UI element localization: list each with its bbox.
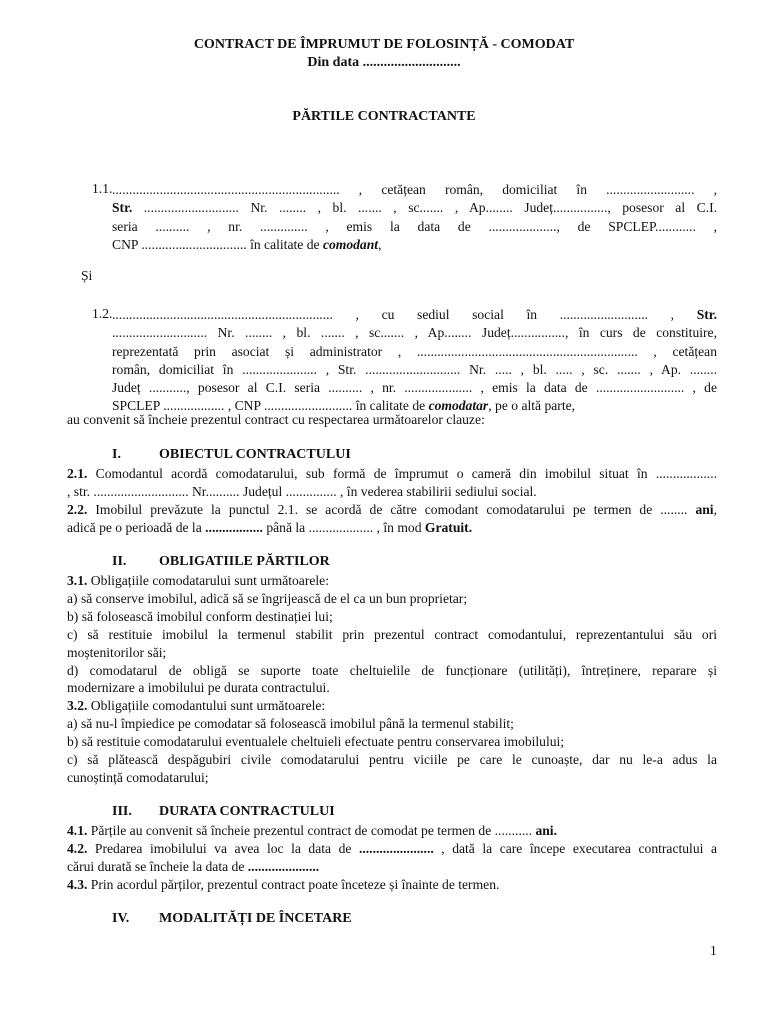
clause-3-2-a: a) să nu-l împiedice pe comodatar să folosească imobilul până la termenul stabilit; bbox=[67, 716, 514, 732]
party2-line4: român, domiciliat în ...................... , Str. ............................ Nr. ..... , bl. ..... , sc. ....... , Ap. ........ bbox=[112, 361, 717, 377]
party1-line1: ................................................................... , cetățean român, domiciliat în .......................... , bbox=[112, 182, 717, 197]
section1-number: I. bbox=[112, 447, 121, 462]
party1-line4: CNP ............................... în calitate de comodant, bbox=[112, 236, 382, 252]
clause-3-1-a: a) să conserve imobilul, adică să se îngrijească de el ca un bun proprietar; bbox=[67, 590, 468, 606]
clause-3-2-c-line2: cunoștință comodatarului; bbox=[67, 769, 209, 785]
section2-number: II. bbox=[112, 554, 127, 569]
party2-number: 1.2. bbox=[92, 306, 113, 321]
party2-line3: reprezentată prin asociat și administrator , ................................................................. , cetățean bbox=[112, 343, 717, 359]
section3-body bbox=[67, 822, 717, 894]
clause-3-2-b: b) să restituie comodatarului eventualele cheltuieli efectuate pentru conservarea imobilului; bbox=[67, 734, 565, 750]
party1-line2: Str. ............................ Nr. ........ , bl. ....... , sc....... , Ap........ Județ................, posesor al C.I. bbox=[112, 200, 717, 216]
clause-4-3: 4.3. Prin acordul părților, prezentul contract poate înceteze și înainte de termen. bbox=[67, 876, 500, 892]
party2-line1: ................................................................. , cu sediul social în .......................... , Str. bbox=[112, 307, 717, 322]
section3-title: DURATA CONTRACTULUI bbox=[159, 804, 335, 819]
clause-2-1-line2: , str. ............................ Nr.......... Județul ............... , în vederea stabilirii sediului social. bbox=[67, 483, 537, 499]
section1-title: OBIECTUL CONTRACTULUI bbox=[159, 447, 351, 462]
clause-3-1-d-line1: d) comodatarul de obligă se suporte toate cheltuielile de funcționare (utilități), întreținere, reparare și bbox=[67, 662, 717, 678]
role-comodatar: comodatar bbox=[428, 398, 489, 414]
clause-3-1-d-line2: modernizare a imobilului pe durata contractului. bbox=[67, 680, 330, 696]
clause-3-1-c-line2: moștenitorilor săi; bbox=[67, 644, 167, 660]
section4-number: IV. bbox=[112, 911, 130, 926]
party1-number: 1.1. bbox=[92, 181, 113, 196]
party1-line3: seria .......... , nr. .............. , emis la data de ...................., de SPCLEP............ , bbox=[112, 218, 717, 234]
contract-title: CONTRACT DE ÎMPRUMUT DE FOLOSINȚĂ - COMODAT bbox=[193, 37, 575, 52]
clause-3-1-b: b) să folosească imobilul conform destinației lui; bbox=[67, 608, 333, 624]
party2-line2: ............................ Nr. ........ , bl. ....... , sc....... , Ap........ Județ................, în curs de constituire, bbox=[112, 325, 717, 341]
section3-number: III. bbox=[112, 804, 132, 819]
clause-2-2-line2: adică pe o perioadă de la ................. până la ................... , în mod Gratuit. bbox=[67, 519, 473, 535]
page-number: 1 bbox=[710, 943, 717, 958]
clause-4-1: 4.1. Părțile au convenit să încheie prezentul contract de comodat pe termen de ........... ani. bbox=[67, 823, 557, 838]
clause-4-2-line2: cărui durată se încheie la data de ..................... bbox=[67, 858, 320, 874]
clause-3-2: 3.2. Obligațiile comodantului sunt următoarele: bbox=[67, 698, 326, 714]
party2-line6: SPCLEP .................. , CNP .......................... în calitate de comodatar, pe o altă parte, bbox=[112, 398, 576, 414]
clause-3-2-c-line1: c) să plătească despăgubiri civile comodatarului pentru viciile pe care le cunoaște, dar nu le-a adus la bbox=[67, 752, 717, 768]
clause-2-1-line1: 2.1. Comodantul acordă comodatarului, sub formă de împrumut o cameră din imobilul situat în .................. bbox=[67, 466, 717, 481]
party1-block bbox=[112, 181, 717, 254]
contract-date: Din data ............................ bbox=[307, 55, 461, 70]
role-comodant: comodant bbox=[322, 236, 379, 252]
party2-block bbox=[112, 306, 717, 416]
parties-heading: PĂRTILE CONTRACTANTE bbox=[292, 109, 476, 124]
section2-title: OBLIGATIILE PĂRTILOR bbox=[159, 554, 330, 569]
and-conjunction: Și bbox=[81, 268, 93, 283]
clause-2-2-line1: 2.2. Imobilul prevăzute la punctul 2.1. se acordă de către comodant comodatarului pe termen de ........ ani, bbox=[67, 501, 717, 517]
section4-title: MODALITĂȚI DE ÎNCETARE bbox=[159, 911, 352, 926]
section1-body bbox=[67, 465, 717, 537]
clause-3-1-c-line1: c) să restituie imobilul la termenul stabilit prin prezentul contract comodantului, reprezentantului său ori bbox=[67, 626, 717, 642]
clause-4-2-line1: 4.2. Predarea imobilului va avea loc la data de ...................... , dată la care începe executarea contractului a bbox=[67, 840, 717, 856]
clause-3-1: 3.1. Obligațiile comodatarului sunt următoarele: bbox=[67, 573, 329, 588]
section2-body bbox=[67, 572, 717, 787]
party2-line5: Județ ..........., posesor al C.I. seria .......... , nr. .................... , emis la data de .......................... , de bbox=[112, 380, 717, 396]
agreement-intro: au convenit să încheie prezentul contract cu respectarea următoarelor clauze: bbox=[67, 412, 485, 427]
